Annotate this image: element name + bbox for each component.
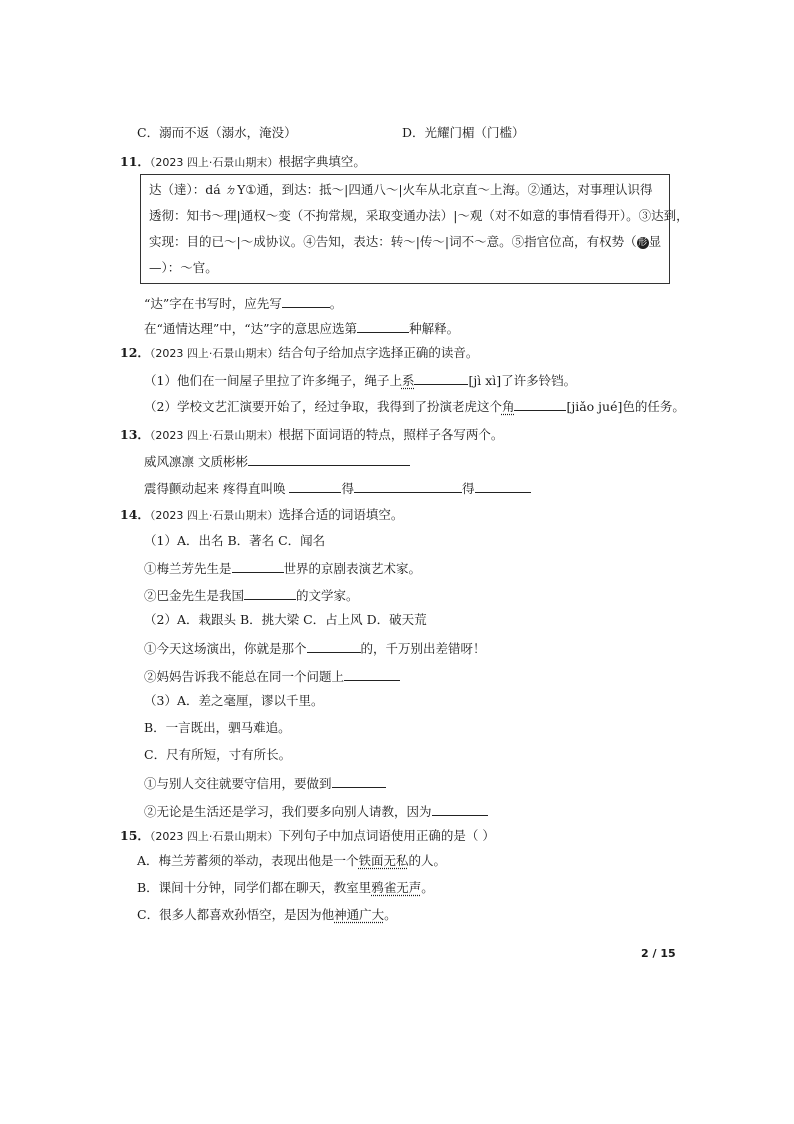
- q11-stem: 根据字典填空。: [278, 154, 366, 169]
- q13-de-2: 得: [461, 481, 475, 496]
- q15-option-c-text: C．很多人都喜欢孙悟空，是因为他: [137, 907, 335, 922]
- q14-source: （2023 四上·石景山期末）: [149, 509, 279, 522]
- q12-sub-2: [144, 396, 685, 416]
- q15-option-a[interactable]: [137, 852, 446, 870]
- page-number: 2 / 15: [641, 947, 676, 960]
- q14-part-3-option-c: C．尺有所短，寸有所长。: [144, 747, 292, 762]
- dict-line-3-end: 显: [648, 234, 662, 249]
- q15-option-a-text: A．梅兰芳蓄须的举动，表现出他是一个: [137, 853, 359, 868]
- q11-header: [120, 153, 366, 172]
- q15-source: （2023 四上·石景山期末）: [149, 830, 279, 843]
- q14-blank-1[interactable]: [232, 558, 284, 573]
- q15-option-c-end: 。: [384, 907, 397, 922]
- prev-option-c: C．溺而不返（溺水，淹没）: [137, 125, 297, 140]
- dict-line-3-text: 实现：目的已～|～成协议。④告知，表达：转～|传～|词不～意。⑤指官位高，有权势（: [149, 234, 637, 249]
- q14-part-2-b-text: ②妈妈告诉我不能总在同一个问题上: [144, 669, 345, 684]
- q14-blank-4[interactable]: [344, 666, 400, 681]
- q14-part-3-b-text: ②无论是生活还是学习，我们要多向别人请教，因为: [144, 804, 432, 819]
- q15-stem: 下列句子中加点词语使用正确的是（ ）: [278, 828, 495, 843]
- q14-blank-2[interactable]: [244, 585, 296, 600]
- q13-sub-1-text: 威风凛凛 文质彬彬: [144, 454, 248, 469]
- q14-part-3-a-text: ①与别人交往就要守信用，要做到: [144, 776, 332, 791]
- q12-dotted-char-2: 角: [501, 399, 515, 414]
- q12-sub-1-end: [jì xì]了许多铃铛。: [468, 373, 577, 388]
- q12-header: [120, 344, 478, 363]
- q13-header: [120, 426, 503, 445]
- q14-part-3-a: [144, 773, 386, 793]
- q12-sub-2-text: （2）学校文艺汇演要开始了，经过争取，我得到了扮演老虎这个: [144, 399, 502, 414]
- q15-option-b-dotted: 鸦雀无声: [371, 880, 422, 895]
- dict-line-1: 达（達）：dá ㄉY①通，到达：抵～|四通八～|火车从北京直～上海。②通达，对事理认识得: [149, 182, 653, 197]
- q14-part-3-b: [144, 801, 488, 821]
- q14-part-2-a: [144, 638, 486, 658]
- q11-blank-2[interactable]: [357, 318, 409, 333]
- q15-option-b[interactable]: [137, 879, 434, 897]
- q13-de-1: 得: [341, 481, 354, 496]
- q14-blank-5[interactable]: [332, 773, 386, 788]
- q12-number: 12．: [120, 345, 150, 360]
- q14-part-1-b: [144, 585, 359, 605]
- q15-option-c[interactable]: [137, 906, 397, 924]
- q14-blank-6[interactable]: [432, 801, 488, 816]
- q14-number: 14．: [120, 507, 150, 522]
- q15-number: 15．: [120, 828, 150, 843]
- xing-marker-icon: 形: [638, 237, 648, 248]
- q11-number: 11．: [120, 154, 150, 169]
- q11-sub-2-text: 在“通情达理”中，“达”字的意思应选第: [144, 321, 358, 336]
- q14-blank-3[interactable]: [307, 638, 361, 653]
- q14-part-1-a: [144, 558, 421, 578]
- q14-part-1-options: （1）A．出名 B．著名 C．闻名: [144, 533, 326, 548]
- q13-stem: 根据下面词语的特点，照样子各写两个。: [278, 427, 504, 442]
- q11-sub-2-end: 种解释。: [409, 321, 460, 336]
- q12-sub-2-end: [jiǎo jué]色的任务。: [566, 399, 685, 414]
- q11-sub-2: [144, 318, 459, 338]
- q14-stem: 选择合适的词语填空。: [278, 507, 404, 522]
- q13-sub-2-text: 震得颤动起来 疼得直叫唤: [144, 481, 286, 496]
- q13-source: （2023 四上·石景山期末）: [149, 429, 279, 442]
- q15-option-b-end: 。: [421, 880, 434, 895]
- prev-option-d: D．光耀门楣（门槛）: [402, 125, 525, 140]
- q14-part-1-b-text: ②巴金先生是我国: [144, 588, 245, 603]
- q13-sub-2: [144, 478, 531, 498]
- dictionary-entry-box: [140, 174, 689, 284]
- q14-part-3-option-b: B．一言既出，驷马难追。: [144, 720, 291, 735]
- dict-line-4: —）：～官。: [149, 260, 218, 275]
- q11-blank-1[interactable]: [282, 293, 330, 308]
- q13-number: 13．: [120, 427, 150, 442]
- q14-part-2-a-text: ①今天这场演出，你就是那个: [144, 641, 307, 656]
- q14-part-1-a-text: ①梅兰芳先生是: [144, 561, 232, 576]
- q14-part-1-a-end: 世界的京剧表演艺术家。: [283, 561, 422, 576]
- q14-part-2-options: （2）A．栽跟头 B．挑大梁 C．占上风 D．破天荒: [144, 612, 427, 627]
- q13-blank-1[interactable]: [248, 451, 410, 466]
- q11-sub-1-text: “达”字在书写时，应先写: [144, 296, 282, 311]
- q14-part-1-b-end: 的文学家。: [296, 588, 359, 603]
- q15-option-a-end: 的人。: [408, 853, 447, 868]
- q12-sub-1-text: （1）他们在一间屋子里拉了许多绳子，绳子上: [144, 373, 402, 388]
- q12-sub-1: [144, 370, 576, 390]
- q15-header: [120, 827, 495, 846]
- q14-part-2-b: [144, 666, 400, 686]
- q14-part-2-a-end: 的，千万别出差错呀！: [360, 641, 486, 656]
- q11-source: （2023 四上·石景山期末）: [149, 156, 279, 169]
- q11-sub-1-end: 。: [329, 296, 343, 311]
- q13-blank-4[interactable]: [475, 478, 531, 493]
- q14-header: [120, 506, 403, 525]
- q12-blank-2[interactable]: [514, 396, 566, 411]
- q13-blank-2[interactable]: [289, 478, 341, 493]
- q14-part-3-option-a: （3）A．差之毫厘，谬以千里。: [144, 693, 324, 708]
- q11-sub-1: [144, 293, 342, 313]
- q12-source: （2023 四上·石景山期末）: [149, 347, 279, 360]
- q12-stem: 结合句子给加点字选择正确的读音。: [278, 345, 479, 360]
- q12-blank-1[interactable]: [414, 370, 468, 385]
- q13-blank-3[interactable]: [354, 478, 462, 493]
- q13-sub-1: [144, 451, 410, 471]
- q15-option-c-dotted: 神通广大: [334, 907, 385, 922]
- q15-option-a-dotted: 铁面无私: [358, 853, 409, 868]
- q12-dotted-char-1: 系: [401, 373, 415, 388]
- dict-line-3: [149, 233, 661, 251]
- q15-option-b-text: B．课间十分钟，同学们都在聊天，教室里: [137, 880, 372, 895]
- dict-line-2: 透彻：知书～理|通权～变（不拘常规，采取变通办法）|～观（对不如意的事情看得开）。③达到，: [149, 208, 689, 223]
